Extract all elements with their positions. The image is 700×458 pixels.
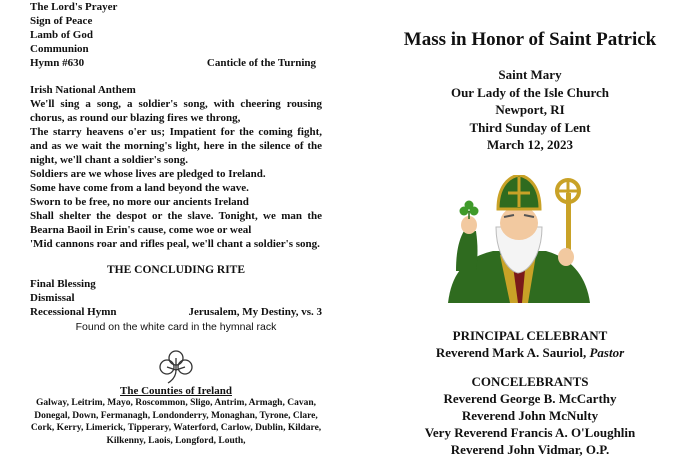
shamrock-icon — [156, 348, 196, 386]
recessional-label: Recessional Hymn — [30, 306, 117, 318]
page-title: Mass in Honor of Saint Patrick — [403, 29, 657, 50]
recessional-row — [30, 305, 322, 319]
counties-title: The Counties of Ireland — [120, 385, 232, 397]
concluding-rite-title: THE CONCLUDING RITE — [106, 264, 246, 276]
found-note: Found on the white card in the hymnal rack — [75, 321, 277, 333]
anthem-line: Soldiers are we whose lives are pledged to Ireland. — [30, 168, 266, 180]
order-sign-of-peace: Sign of Peace — [30, 15, 93, 27]
anthem-section — [30, 83, 322, 251]
anthem-line: The starry heavens o'er us; Impatient for the coming fight, and as we wait the morning's light, here in the silence of the night, we'll chant a soldier's song. — [30, 126, 322, 166]
concelebrants-heading: CONCELEBRANTS — [471, 374, 589, 389]
anthem-title: Irish National Anthem — [30, 84, 136, 96]
principal-name: Reverend Mark A. Sauriol, — [435, 345, 587, 360]
hymn-number: Hymn #630 — [30, 57, 85, 69]
principal-celebrant-block — [370, 327, 690, 361]
church-line1: Saint Mary — [498, 67, 562, 82]
principal-heading: PRINCIPAL CELEBRANT — [452, 328, 608, 343]
concelebrant: Reverend John Vidmar, O.P. — [450, 442, 610, 457]
anthem-line: Sworn to be free, no more our ancients Ireland — [30, 196, 249, 208]
principal-role: Pastor — [589, 345, 625, 360]
church-line2: Our Lady of the Isle Church — [450, 84, 610, 100]
anthem-line: Shall shelter the despot or the slave. Tonight, we man the Bearna Baoil in Erin's cause, come woe or weal — [30, 210, 322, 236]
final-blessing: Final Blessing — [30, 278, 96, 290]
dismissal: Dismissal — [30, 292, 75, 304]
anthem-line: 'Mid cannons roar and rifles peal, we'll chant a soldier's song. — [30, 238, 320, 250]
hymn-row — [30, 56, 322, 70]
church-location: Newport, RI — [495, 102, 565, 117]
hymn-title: Canticle of the Turning — [206, 57, 316, 69]
concelebrant: Reverend George B. McCarthy — [443, 391, 617, 406]
left-page — [30, 0, 322, 334]
occasion: Third Sunday of Lent — [469, 119, 591, 135]
order-communion: Communion — [30, 43, 89, 55]
counties-block — [30, 383, 322, 447]
concelebrant: Reverend John McNulty — [461, 408, 599, 423]
anthem-line: Some have come from a land beyond the wave. — [30, 182, 249, 194]
principal-line — [370, 344, 690, 361]
recessional-title: Jerusalem, My Destiny, vs. 3 — [188, 306, 322, 318]
date: March 12, 2023 — [486, 137, 574, 152]
order-lords-prayer: The Lord's Prayer — [30, 1, 118, 13]
church-info — [370, 66, 690, 154]
counties-list: Galway, Leitrim, Mayo, Roscommon, Sligo, Antrim, Armagh, Cavan, Donegal, Down, Fermanagh, Londonderry, Monaghan, Tyrone, Clare, Cork, Kerry, Limerick, Tipperary, Waterford, Carlow, Dublin, Kildare, Kilkenny, Laois, Longford, Louth, — [30, 398, 322, 446]
concelebrant: Very Reverend Francis A. O'Loughlin — [424, 425, 636, 440]
concelebrants-block — [370, 373, 690, 458]
anthem-line: We'll sing a song, a soldier's song, with cheering rousing chorus, as round our blazing fires we throng, — [30, 98, 322, 124]
right-page — [370, 0, 690, 154]
order-lamb-of-god: Lamb of God — [30, 29, 93, 41]
saint-patrick-illustration — [438, 175, 600, 303]
